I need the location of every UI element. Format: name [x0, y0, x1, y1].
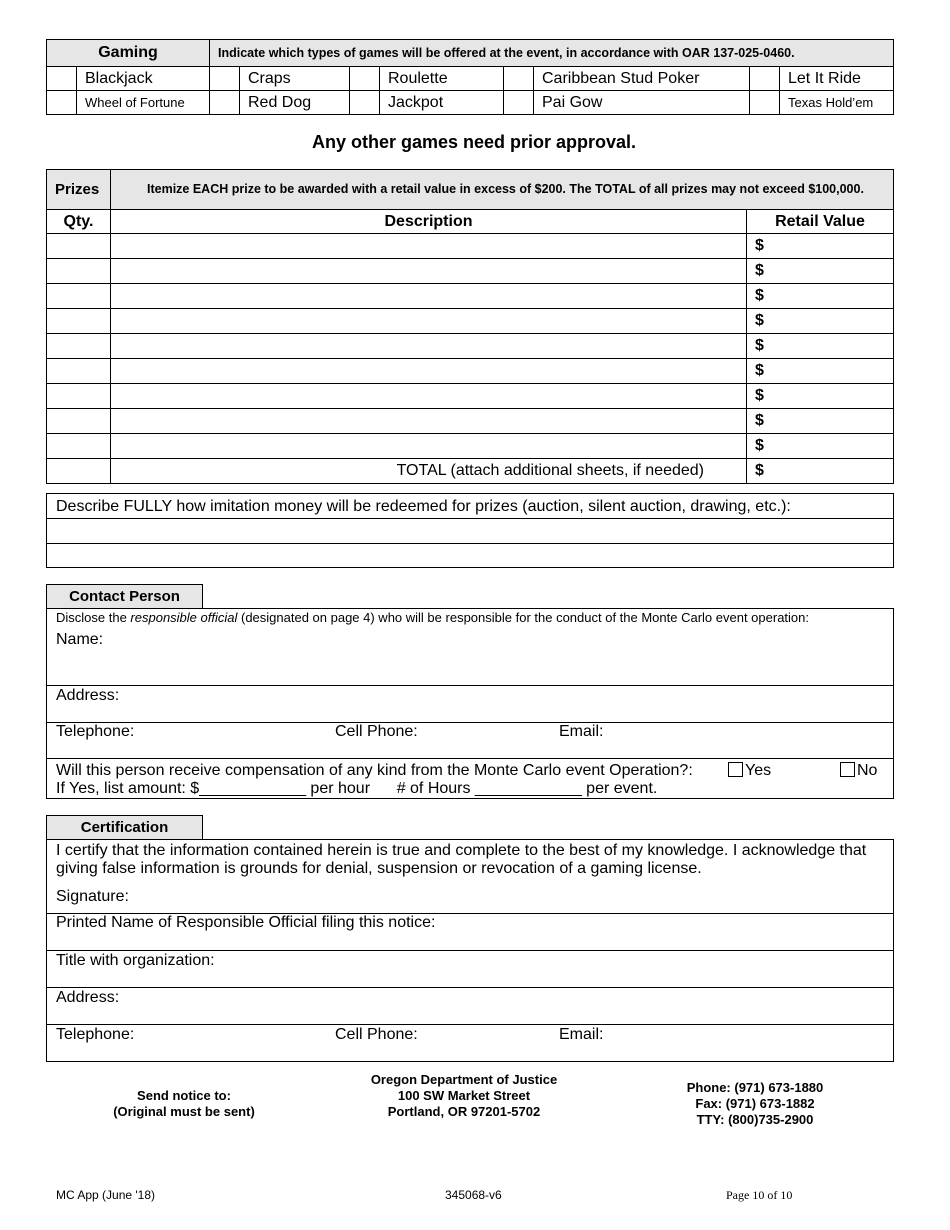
prize-row	[47, 259, 894, 284]
certification-box	[46, 839, 894, 1062]
prize-description-cell[interactable]	[111, 259, 747, 284]
contact-cell-label: Cell Phone:	[335, 723, 418, 740]
cert-address-label: Address:	[56, 989, 120, 1006]
cert-cell-label: Cell Phone:	[335, 1026, 418, 1043]
prize-description-cell[interactable]	[111, 434, 747, 459]
prize-qty-cell[interactable]	[47, 259, 111, 284]
prize-description-cell[interactable]	[111, 234, 747, 259]
contact-person-tab: Contact Person	[46, 584, 203, 609]
dollar-sign: $	[755, 337, 764, 354]
prize-row	[47, 284, 894, 309]
prizes-table	[46, 169, 894, 484]
cert-telephone-label: Telephone:	[56, 1026, 135, 1043]
game-label: Pai Gow	[534, 91, 750, 115]
contact-name-field[interactable]	[117, 631, 883, 681]
dollar-sign: $	[755, 287, 764, 304]
prize-row	[47, 359, 894, 384]
contact-name-label: Name:	[56, 631, 104, 648]
prize-description-cell[interactable]	[111, 309, 747, 334]
prizes-title: Prizes	[47, 170, 111, 210]
prize-qty-cell[interactable]	[47, 359, 111, 384]
gaming-title: Gaming	[47, 40, 210, 67]
prize-retail-cell[interactable]	[747, 284, 894, 309]
col-retail-value: Retail Value	[747, 210, 894, 234]
approval-note: Any other games need prior approval.	[311, 132, 637, 152]
title-label: Title with organization:	[56, 952, 215, 969]
game-checkbox-blackjack[interactable]	[47, 67, 77, 91]
game-label: Let It Ride	[780, 67, 894, 91]
game-label: Caribbean Stud Poker	[534, 67, 750, 91]
compensation-question: Will this person receive compensation of any kind from the Monte Carlo event Operation?:	[56, 762, 693, 779]
game-label: Wheel of Fortune	[77, 91, 210, 115]
dollar-sign: $	[755, 262, 764, 279]
dollar-sign: $	[755, 462, 764, 479]
contact-address-field[interactable]	[127, 687, 883, 721]
prize-qty-cell[interactable]	[47, 309, 111, 334]
compensation-yes[interactable]: Yes	[728, 762, 771, 780]
game-checkbox-texas-holdem[interactable]	[750, 91, 780, 115]
contact-email-label: Email:	[559, 723, 604, 740]
prize-retail-cell[interactable]	[747, 259, 894, 284]
contact-person-box	[46, 608, 894, 799]
total-retail-cell[interactable]	[747, 459, 894, 484]
dollar-sign: $	[755, 387, 764, 404]
cert-email-label: Email:	[559, 1026, 604, 1043]
doj-address: Oregon Department of Justice 100 SW Market Street Portland, OR 97201-5702	[370, 1072, 558, 1119]
dollar-sign: $	[755, 312, 764, 329]
total-qty-cell	[47, 459, 111, 484]
dollar-sign: $	[755, 237, 764, 254]
game-checkbox-caribbean-stud-poker[interactable]	[504, 67, 534, 91]
redeem-label: Describe FULLY how imitation money will be redeemed for prizes (auction, silent auction, drawing, etc.):	[56, 498, 791, 515]
prize-retail-cell[interactable]	[747, 434, 894, 459]
contact-address-label: Address:	[56, 687, 120, 704]
prize-description-cell[interactable]	[111, 384, 747, 409]
game-label: Jackpot	[380, 91, 504, 115]
contact-telephone-label: Telephone:	[56, 723, 135, 740]
dollar-sign: $	[755, 412, 764, 429]
prize-retail-cell[interactable]	[747, 334, 894, 359]
redeem-box	[46, 493, 894, 568]
game-label: Texas Hold’em	[780, 91, 894, 115]
prize-row	[47, 309, 894, 334]
game-checkbox-craps[interactable]	[210, 67, 240, 91]
game-label: Blackjack	[77, 67, 210, 91]
gaming-instruction: Indicate which types of games will be offered at the event, in accordance with OAR 137-025-0460.	[210, 40, 894, 67]
printed-name-label: Printed Name of Responsible Official filing this notice:	[56, 914, 436, 931]
prize-retail-cell[interactable]	[747, 409, 894, 434]
yes-checkbox[interactable]	[728, 762, 743, 777]
game-label: Red Dog	[240, 91, 350, 115]
prize-retail-cell[interactable]	[747, 234, 894, 259]
prize-description-cell[interactable]	[111, 359, 747, 384]
prize-retail-cell[interactable]	[747, 309, 894, 334]
prize-description-cell[interactable]	[111, 284, 747, 309]
signature-label: Signature:	[56, 888, 129, 905]
disclose-text: Disclose the responsible official (designated on page 4) who will be responsible for the conduct of the Monte Carlo event operation:	[56, 610, 810, 625]
prize-description-cell[interactable]	[111, 334, 747, 359]
game-checkbox-roulette[interactable]	[350, 67, 380, 91]
certification-tab: Certification	[46, 815, 203, 840]
prizes-instruction: Itemize EACH prize to be awarded with a retail value in excess of $200. The TOTAL of all prizes may not exceed $100,000.	[111, 170, 894, 210]
game-checkbox-let-it-ride[interactable]	[750, 67, 780, 91]
prize-qty-cell[interactable]	[47, 334, 111, 359]
doj-contact: Phone: (971) 673-1880 Fax: (971) 673-1882 TTY: (800)735-2900	[686, 1080, 824, 1127]
prize-qty-cell[interactable]	[47, 234, 111, 259]
dollar-sign: $	[755, 362, 764, 379]
redeem-line-1[interactable]	[47, 519, 893, 543]
prize-qty-cell[interactable]	[47, 384, 111, 409]
footer-doc-id: 345068-v6	[445, 1188, 502, 1202]
prize-qty-cell[interactable]	[47, 434, 111, 459]
game-label: Roulette	[380, 67, 504, 91]
game-label: Craps	[240, 67, 350, 91]
prize-qty-cell[interactable]	[47, 284, 111, 309]
game-checkbox-jackpot[interactable]	[350, 91, 380, 115]
signature-field[interactable]	[137, 886, 883, 912]
game-checkbox-pai-gow[interactable]	[504, 91, 534, 115]
prize-row	[47, 334, 894, 359]
prize-row	[47, 384, 894, 409]
no-checkbox[interactable]	[840, 762, 855, 777]
compensation-amount: If Yes, list amount: $____________ per hour # of Hours ____________ per event.	[56, 780, 658, 797]
game-checkbox-wheel-of-fortune[interactable]	[47, 91, 77, 115]
col-qty: Qty.	[47, 210, 111, 234]
gaming-table	[46, 39, 894, 115]
prize-retail-cell[interactable]	[747, 359, 894, 384]
footer-form-id: MC App (June '18)	[56, 1188, 156, 1202]
certification-statement: I certify that the information contained herein is true and complete to the best of my knowledge. I acknowledge that giving false information is grounds for denial, suspension or revocation of a gaming license.	[56, 842, 867, 877]
prize-description-cell[interactable]	[111, 409, 747, 434]
compensation-no[interactable]: No	[840, 762, 877, 780]
dollar-sign: $	[755, 437, 764, 454]
col-description: Description	[111, 210, 747, 234]
prize-row	[47, 234, 894, 259]
game-checkbox-red-dog[interactable]	[210, 91, 240, 115]
total-label: TOTAL (attach additional sheets, if needed)	[111, 459, 747, 484]
prize-retail-cell[interactable]	[747, 384, 894, 409]
redeem-line-2[interactable]	[47, 544, 893, 568]
send-notice: Send notice to: (Original must be sent)	[113, 1088, 255, 1119]
footer-page-number: Page 10 of 10	[726, 1188, 793, 1202]
prize-row	[47, 409, 894, 434]
prize-row	[47, 434, 894, 459]
prize-qty-cell[interactable]	[47, 409, 111, 434]
